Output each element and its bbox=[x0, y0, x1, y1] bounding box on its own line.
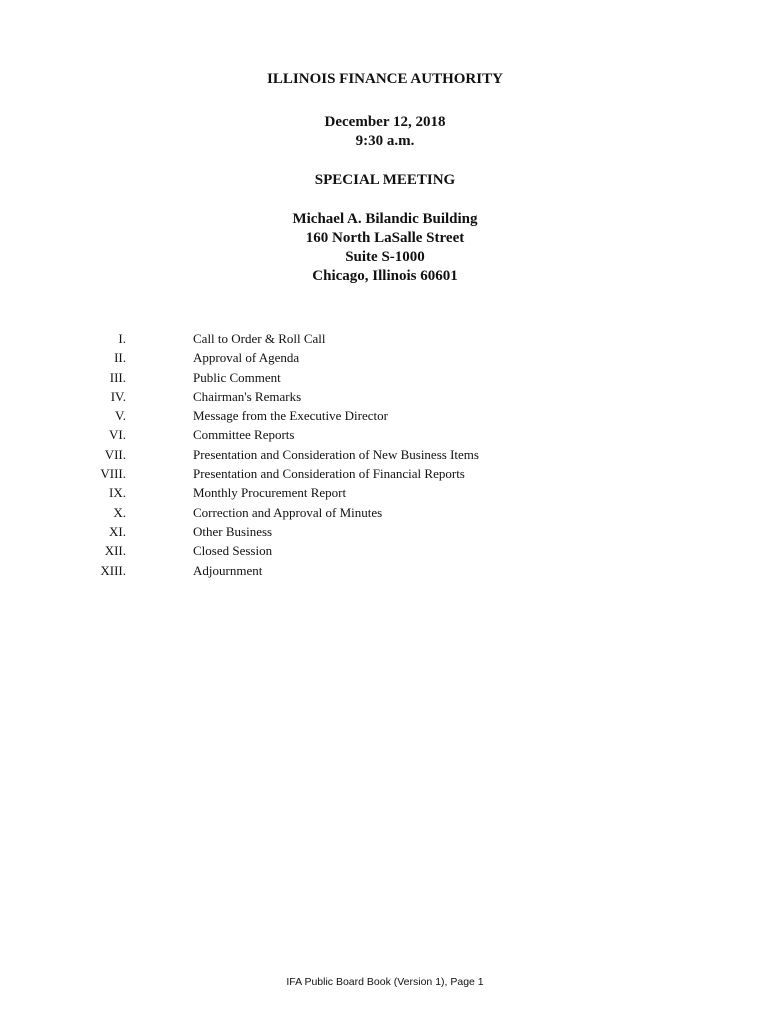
agenda-item-number: XIII. bbox=[100, 562, 126, 578]
agenda-item-title: Call to Order & Roll Call bbox=[193, 331, 326, 346]
agenda-item-number: IV. bbox=[110, 388, 126, 404]
meeting-address bbox=[0, 210, 770, 286]
agenda-item-number: XII. bbox=[104, 543, 126, 559]
agenda-item bbox=[0, 425, 770, 444]
agenda-item-title: Monthly Procurement Report bbox=[193, 485, 347, 501]
organization-title: ILLINOIS FINANCE AUTHORITY bbox=[267, 71, 503, 87]
agenda-item bbox=[0, 464, 770, 483]
agenda-item-title: Presentation and Consideration of New Business Items bbox=[193, 446, 479, 462]
meeting-date: December 12, 2018 bbox=[324, 114, 446, 130]
page-footer: IFA Public Board Book (Version 1), Page 1 bbox=[286, 976, 484, 988]
agenda-item bbox=[0, 329, 770, 348]
agenda-item-title: Closed Session bbox=[193, 543, 273, 559]
agenda-item-title: Other Business bbox=[193, 523, 273, 539]
agenda-item-number: III. bbox=[109, 369, 126, 385]
meeting-type-label: SPECIAL MEETING bbox=[314, 172, 456, 188]
agenda-item-number: XI. bbox=[109, 523, 126, 539]
agenda-item-title: Presentation and Consideration of Financial Reports bbox=[193, 466, 465, 482]
agenda-item-title: Chairman's Remarks bbox=[193, 388, 302, 404]
agenda-item-number: VI. bbox=[109, 427, 126, 443]
agenda-item-number: X. bbox=[113, 504, 126, 520]
agenda-item-title: Message from the Executive Director bbox=[193, 408, 388, 424]
address-building: Michael A. Bilandic Building bbox=[292, 211, 478, 227]
agenda-item bbox=[0, 483, 770, 502]
agenda-item bbox=[0, 368, 770, 387]
address-city: Chicago, Illinois 60601 bbox=[312, 268, 458, 284]
agenda-item bbox=[0, 503, 770, 522]
agenda-item-number: VIII. bbox=[100, 466, 126, 482]
agenda-item bbox=[0, 445, 770, 464]
agenda-item-title: Public Comment bbox=[193, 369, 281, 385]
agenda-item bbox=[0, 406, 770, 425]
agenda-item-number: II. bbox=[114, 350, 126, 366]
agenda-item-title: Committee Reports bbox=[193, 427, 295, 443]
meeting-datetime bbox=[0, 113, 770, 151]
agenda-item-number: IX. bbox=[109, 485, 126, 501]
agenda-item-title: Correction and Approval of Minutes bbox=[193, 504, 383, 520]
agenda-item-number: VII. bbox=[104, 446, 126, 462]
address-suite: Suite S-1000 bbox=[345, 249, 425, 265]
agenda-item-title: Adjournment bbox=[193, 562, 263, 578]
address-street: 160 North LaSalle Street bbox=[305, 230, 465, 246]
agenda-item-number: I. bbox=[118, 331, 126, 346]
meeting-type bbox=[0, 171, 770, 190]
agenda-item-number: V. bbox=[115, 408, 126, 424]
agenda-item-title: Approval of Agenda bbox=[193, 350, 300, 366]
meeting-time: 9:30 a.m. bbox=[355, 133, 415, 149]
agenda-item bbox=[0, 541, 770, 560]
agenda-list bbox=[0, 329, 770, 580]
agenda-item bbox=[0, 522, 770, 541]
organization-name bbox=[0, 70, 770, 89]
agenda-item bbox=[0, 348, 770, 367]
agenda-item bbox=[0, 561, 770, 580]
agenda-item bbox=[0, 387, 770, 406]
